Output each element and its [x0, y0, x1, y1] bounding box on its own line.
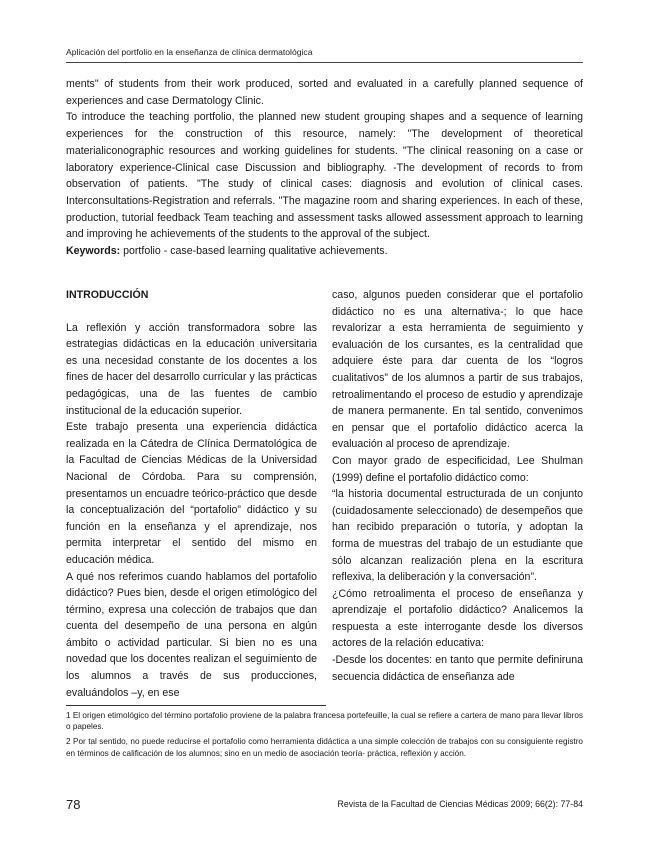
- keywords-line: [66, 243, 583, 260]
- body-paragraph: caso, algunos pueden considerar que el portafolio didáctico no es una alternativa-; lo que hace revalorizar a esta herramienta de seguimiento y evaluación de los cursantes, es la centralidad que adquiere éste para dar cuenta de los “logros cualitativos” de los alumnos a partir de sus trabajos, retroalimentando el proceso de estudio y aprendizaje de manera permanente. En tal sentido, convenimos en pensar que el portafolio didáctico acerca la evaluación al proceso de aprendizaje.: [332, 289, 583, 451]
- body-paragraph: -Desde los docentes: en tanto que permite definiruna secuencia didáctica de enseñanza ade: [332, 654, 583, 683]
- header-divider: [66, 62, 583, 63]
- body-paragraph: ¿Cómo retroalimenta el proceso de enseñanza y aprendizaje el portafolio didáctico? Analicemos la respuesta a este interrogante desde los diversos actores de la relación educativa:: [332, 587, 583, 650]
- keywords-text: portfolio - case-based learning qualitative achievements.: [120, 245, 388, 258]
- footnote-divider: [66, 705, 326, 706]
- footnotes: [66, 710, 583, 763]
- footnote: 1 El origen etimológico del término portafolio proviene de la palabra francesa portefeuille, la cual se refiere a cartera de mano para llevar libros o papeles.: [66, 711, 583, 732]
- right-column: [332, 287, 583, 685]
- keywords-label: Keywords:: [66, 245, 121, 258]
- abstract: [66, 76, 583, 260]
- page-number: 78: [66, 797, 81, 812]
- running-header: Aplicación del portfolio en la enseñanza de clínica dermatológica: [66, 47, 313, 57]
- section-title: INTRODUCCIÓN: [66, 289, 149, 301]
- abstract-paragraph: To introduce the teaching portfolio, the planned new student grouping shapes and a sequence of learning experiences for the construction of this resource, namely: "The development of theoretical materialiconographic resources and working guidelines for students. "The clinical reasoning on a case or laboratory experience-Clinical case Discussion and bibliography. -The development of records to from observation of patients. "The study of clinical cases: diagnosis and evolution of clinical cases. Interconsultations-Registration and referrals. "The magazine room and sharing experiences. In each of these, production, tutorial feedback Team teaching and assessment tasks allowed assessment approach to learning and improving he achievements of the students to the approval of the subject.: [66, 111, 583, 241]
- left-column: [66, 287, 317, 701]
- footnote: 2 Por tal sentido, no puede reducirse el portafolio como herramienta didáctica a una simple colección de trabajos con su consiguiente registro en términos de calificación de los alumnos; sino en un medio de asociación teoría- práctica, reflexión y acción.: [66, 737, 583, 758]
- body-paragraph: A qué nos referimos cuando hablamos del portafolio didáctico? Pues bien, desde el origen etimológico del término, expresa una colección de trabajos que dan cuenta del desempeño de una persona en algún ámbito o actividad particular. Si bien no es una novedad que los docentes realizan el seguimiento de los alumnos a través de sus producciones, evaluándolos –y, en ese: [66, 570, 317, 699]
- abstract-paragraph: ments" of students from their work produced, sorted and evaluated in a carefully planned sequence of experiences and case Dermatology Clinic.: [66, 78, 583, 107]
- body-paragraph: Este trabajo presenta una experiencia didáctica realizada en la Cátedra de Clínica Dermatológica de la Facultad de Ciencias Médicas de la Universidad Nacional de Córdoba. Para su comprensión, presentamos un encuadre teórico-práctico que desde la conceptualización del “portafolio” didáctico y su función en la enseñanza y el aprendizaje, nos permita interpretar el sentido del mismo en educación médica.: [66, 421, 317, 566]
- body-paragraph: Con mayor grado de especificidad, Lee Shulman (1999) define el portafolio didáctico como:: [332, 454, 583, 484]
- body-paragraph: La reflexión y acción transformadora sobre las estrategias didácticas en la educación universitaria es una necesidad constante de los docentes a los fines de hacer del desarrollo curricular y las prácticas pedagógicas, una de las fuentes de cambio institucional de la educación superior.: [66, 321, 317, 417]
- quote-paragraph: “la historia documental estructurada de un conjunto (cuidadosamente seleccionado) de desempeños que han recibido preparación o tutoría, y adoptan la forma de muestras del trabajo de un estudiante que sólo alcanzan realización plena en la escritura reflexiva, la deliberación y la conversación”.: [332, 488, 583, 584]
- journal-reference: Revista de la Facultad de Ciencias Médicas 2009; 66(2): 77-84: [337, 799, 583, 809]
